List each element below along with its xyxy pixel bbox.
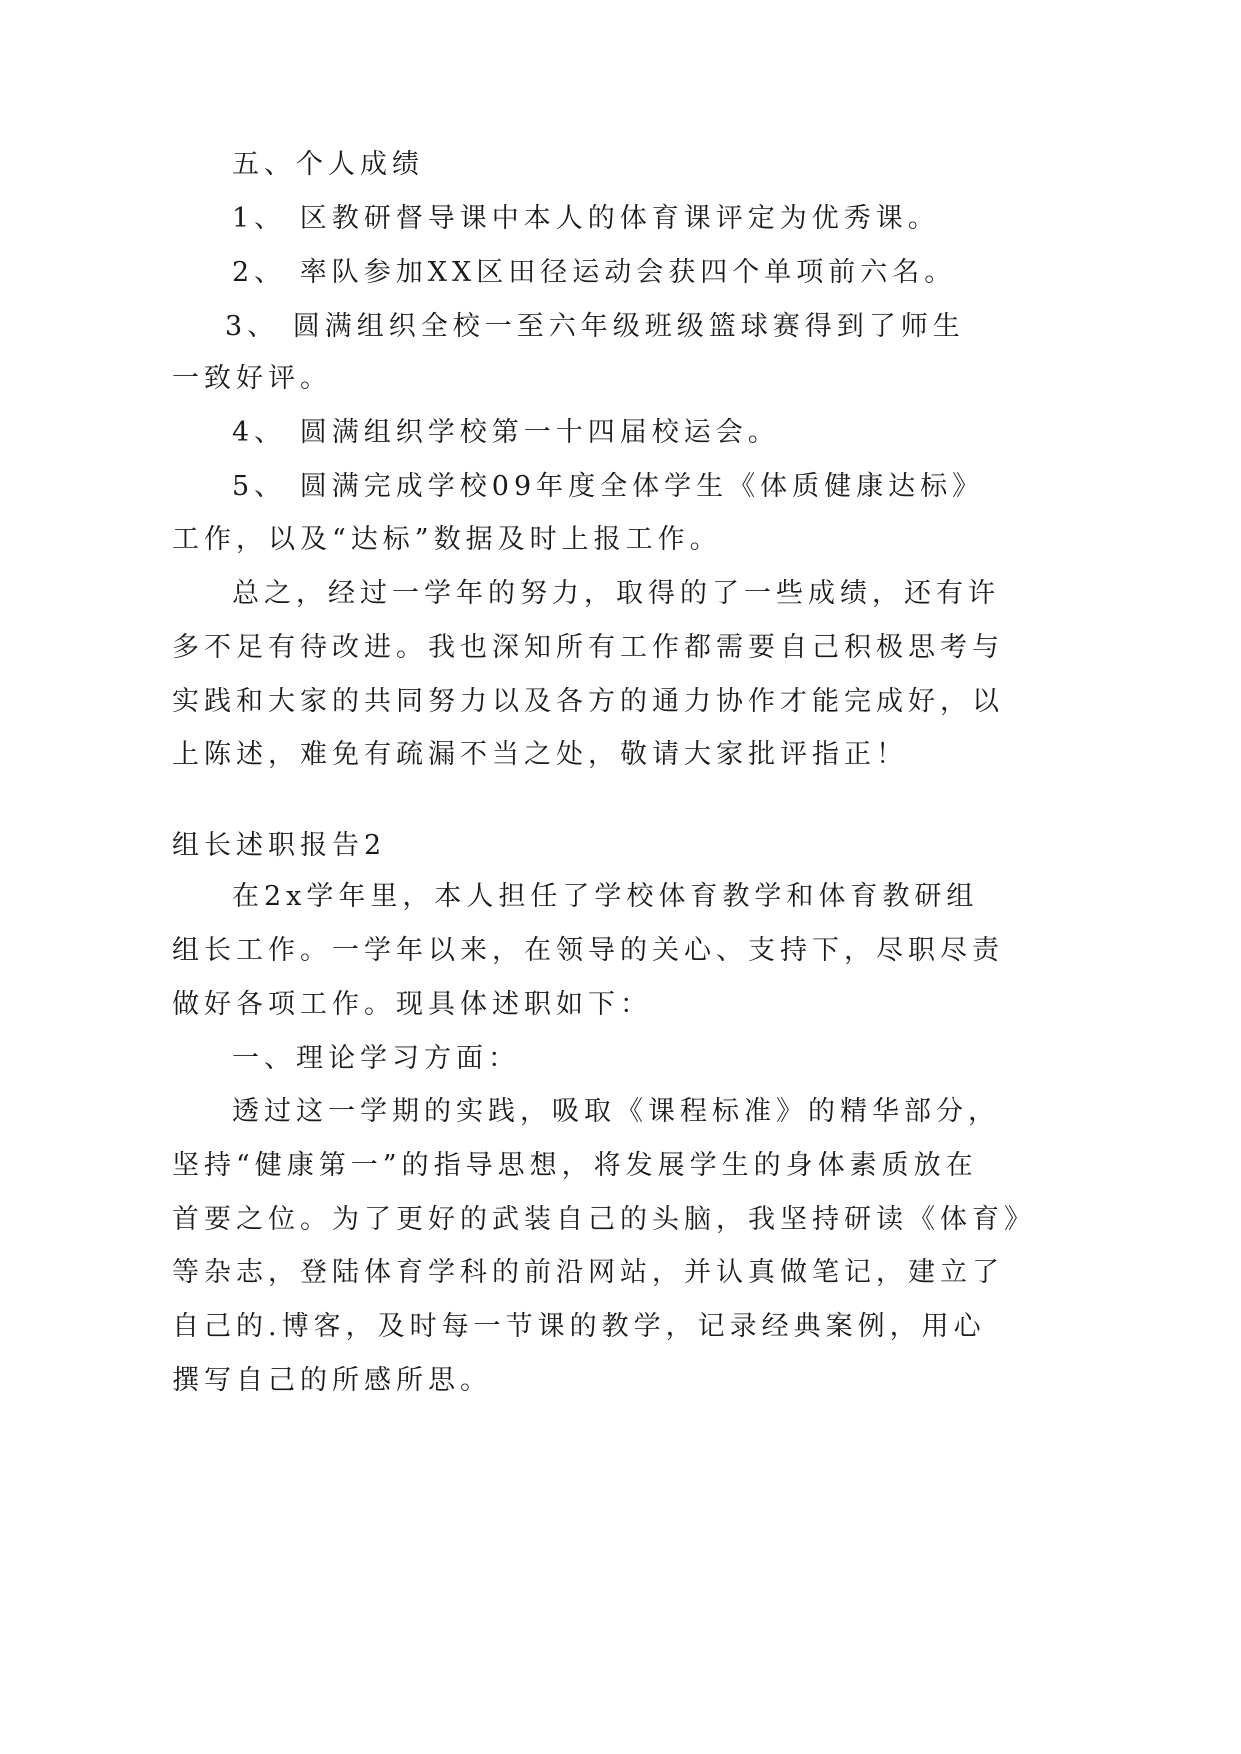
intro-line: 组长工作。一学年以来，在领导的关心、支持下，尽职尽责 — [172, 935, 1004, 966]
achievement-item-5: 5、 圆满完成学校09年度全体学生《体质健康达标》 — [232, 471, 985, 502]
intro-line: 做好各项工作。现具体述职如下： — [172, 989, 652, 1020]
body-line: 撰写自己的所感所思。 — [172, 1365, 492, 1396]
body-line: 透过这一学期的实践，吸取《课程标准》的精华部分， — [232, 1096, 1000, 1127]
report-title: 组长述职报告2 — [172, 830, 387, 861]
section-heading: 五、个人成绩 — [232, 149, 424, 180]
body-line: 自己的.博客，及时每一节课的教学，记录经典案例，用心 — [172, 1311, 986, 1342]
summary-line: 实践和大家的共同努力以及各方的通力协作才能完成好，以 — [172, 686, 1004, 717]
subsection-heading: 一、理论学习方面： — [232, 1043, 520, 1074]
achievement-item-5-continued: 工作，以及“达标”数据及时上报工作。 — [172, 524, 722, 555]
body-line: 首要之位。为了更好的武装自己的头脑，我坚持研读《体育》 — [172, 1204, 1036, 1235]
summary-line: 上陈述，难免有疏漏不当之处，敬请大家批评指正！ — [172, 739, 908, 770]
achievement-item-1: 1、 区教研督导课中本人的体育课评定为优秀课。 — [232, 203, 940, 234]
intro-line: 在2x学年里，本人担任了学校体育教学和体育教研组 — [232, 881, 979, 912]
summary-line: 总之，经过一学年的努力，取得的了一些成绩，还有许 — [232, 578, 1000, 609]
body-line: 坚持“健康第一”的指导思想，将发展学生的身体素质放在 — [172, 1150, 978, 1181]
achievement-item-3: 3、 圆满组织全校一至六年级班级篮球赛得到了师生 — [225, 311, 965, 342]
summary-line: 多不足有待改进。我也深知所有工作都需要自己积极思考与 — [172, 632, 1004, 663]
achievement-item-2: 2、 率队参加XX区田径运动会获四个单项前六名。 — [232, 257, 957, 288]
achievement-item-3-continued: 一致好评。 — [172, 363, 332, 394]
achievement-item-4: 4、 圆满组织学校第一十四届校运会。 — [232, 417, 780, 448]
body-line: 等杂志，登陆体育学科的前沿网站，并认真做笔记，建立了 — [172, 1257, 1004, 1288]
